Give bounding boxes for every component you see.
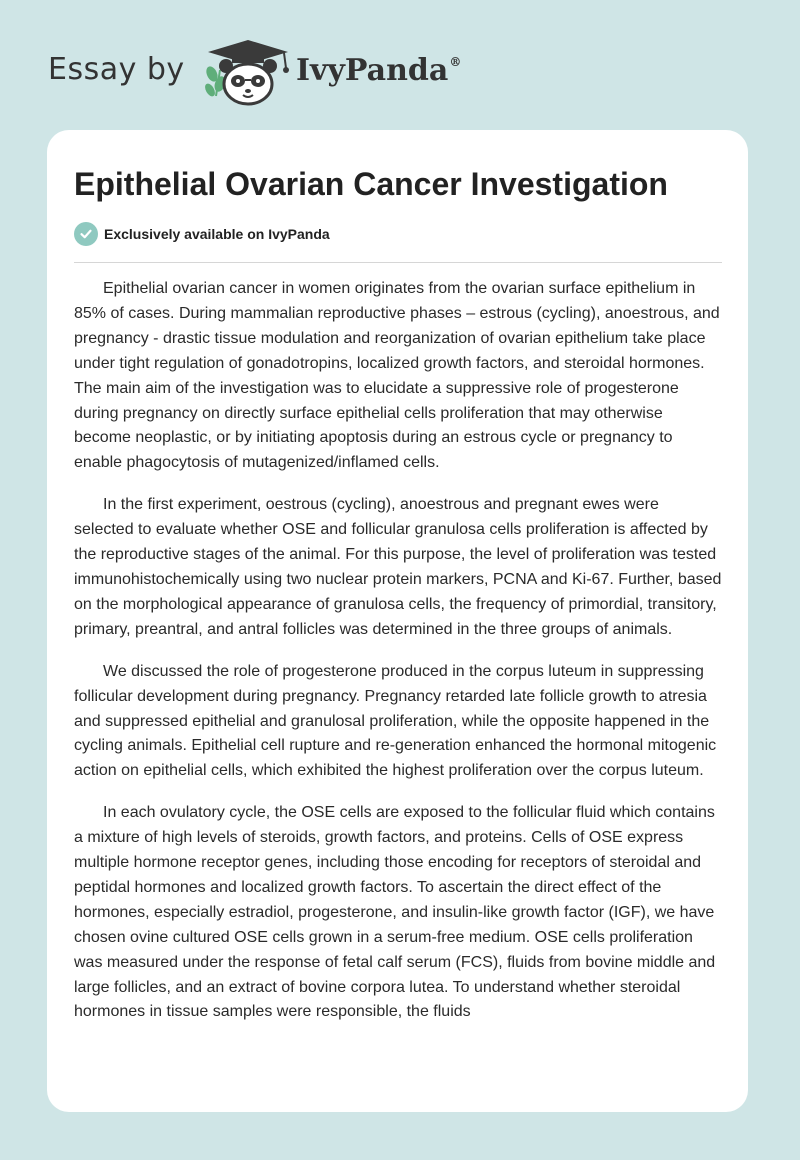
- essay-card: [47, 130, 748, 1112]
- check-circle-icon: [74, 222, 98, 246]
- brand-label: IvyPanda: [296, 53, 449, 88]
- panda-logo-icon[interactable]: [200, 36, 296, 108]
- paragraph: In each ovulatory cycle, the OSE cells are exposed to the follicular fluid which contains a mixture of high levels of steroids, growth factors, and proteins. Cells of OSE express multiple hormone receptor genes, including those encoding for receptors of steroidal and peptidal hormones and localized growth factors. To ascertain the direct effect of the hormones, especially estradiol, progesterone, and insulin-like growth factor (IGF), we have chosen ovine cultured OSE cells grown in a serum-free medium. OSE cells proliferation was measured under the response of fetal calf serum (FCS), fluids from bovine middle and large follicles, and an extract of bovine corpora lutea. To understand whether steroidal hormones in tissue samples were responsible, the fluids: [74, 804, 716, 1021]
- paragraph: We discussed the role of progesterone produced in the corpus luteum in suppressing follicular development during pregnancy. Pregnancy retarded late follicle growth to atresia and suppressed epithelial and granulosal proliferation, while the opposite happened in the cycling animals. Epithelial cell rupture and re-generation enhanced the hormonal mitogenic action on epithelial cells, which exhibited the highest proliferation over the corpus luteum.: [74, 662, 717, 780]
- paragraph: Epithelial ovarian cancer in women originates from the ovarian surface epithelium in 85% of cases. During mammalian reproductive phases – estrous (cycling), anoestrous, and pregnancy - drastic tissue modulation and reorganization of ovarian epithelium take place under tight regulation of gonadotropins, localized growth factors, and steroidal hormones. The main aim of the investigation was to elucidate a suppressive role of progesterone during pregnancy on directly surface epithelial cells proliferation that may otherwise become neoplastic, or by initiating apoptosis during an estrous cycle or pregnancy to enable phagocytosis of mutagenized/inflamed cells.: [74, 280, 720, 472]
- essay-title: Epithelial Ovarian Cancer Investigation: [74, 166, 668, 202]
- exclusive-label: Exclusively available on IvyPanda: [104, 226, 330, 242]
- essay-by-label: Essay by: [48, 52, 185, 87]
- divider: [74, 262, 722, 263]
- paragraph: In the first experiment, oestrous (cycling), anoestrous and pregnant ewes were selected to evaluate whether OSE and follicular granulosa cells proliferation is affected by the reproductive stages of the animal. For this purpose, the level of proliferation was tested immunohistochemically using two nuclear protein markers, PCNA and Ki-67. Further, based on the morphological appearance of granulosa cells, the frequency of primordial, transitory, primary, preantral, and antral follicles was determined in the three groups of animals.: [74, 496, 722, 638]
- essay-body: [74, 277, 722, 1042]
- exclusive-badge: [74, 222, 330, 246]
- brand-name[interactable]: [296, 53, 461, 88]
- site-header: [0, 0, 800, 130]
- registered-mark: ®: [449, 55, 462, 69]
